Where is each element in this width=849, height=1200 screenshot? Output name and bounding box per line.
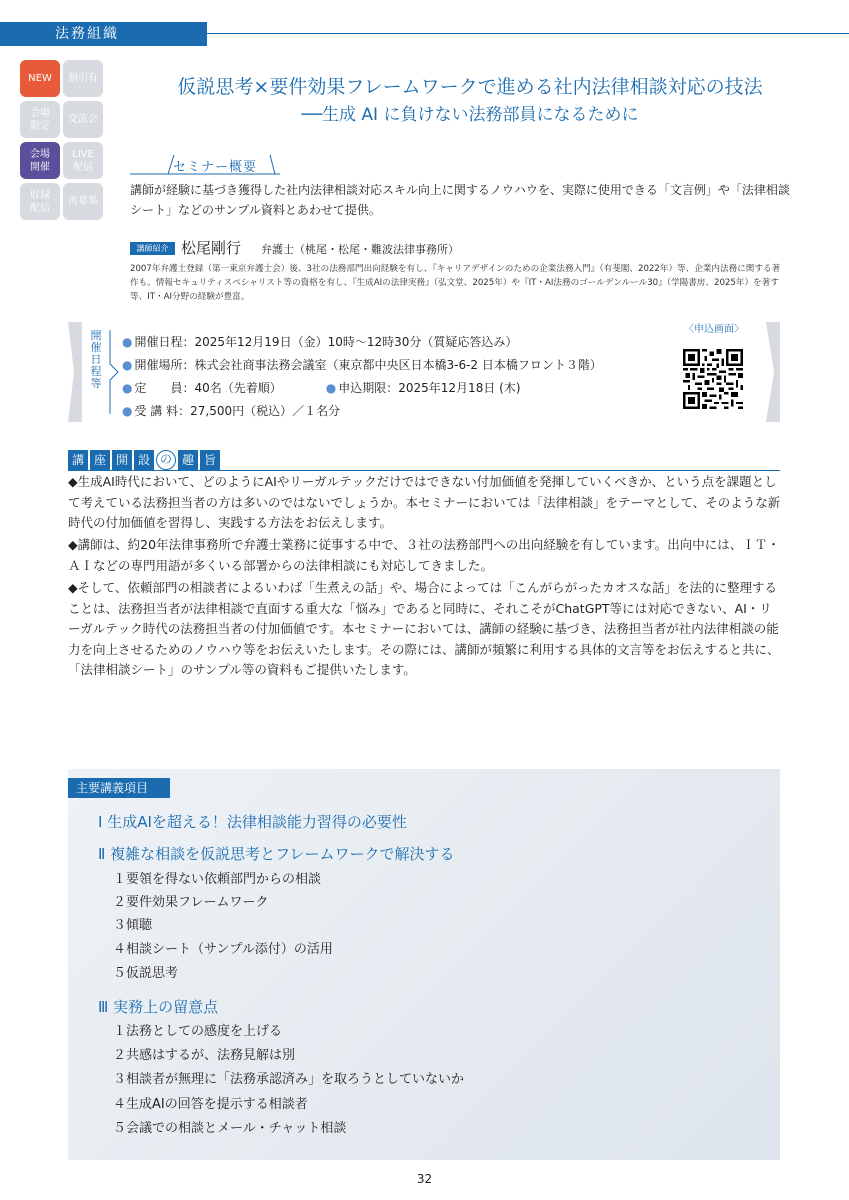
- seminar-subtitle: ──生成 AI に負けない法務部員になるために: [301, 105, 639, 125]
- schedule-venue: ● 開催場所：株式会社商事法務会議室（東京都中央区日本橋3-6-2 日本橋フロント３階）: [122, 358, 602, 372]
- topic-section-title: Ⅰ 生成AIを超える！法律相談能力習得の必要性: [98, 813, 407, 831]
- topic-item: ２要件効果フレームワーク: [113, 895, 269, 910]
- schedule-fee: ● 受 講 料：27,500円（税込）／１名分: [122, 404, 341, 418]
- instructor-badge: 講師紹介: [130, 242, 175, 255]
- page-number: 32: [416, 1172, 433, 1186]
- bullet-icon: ●: [325, 381, 337, 395]
- badge-recorded: 収録 配信: [20, 183, 60, 220]
- purpose-heading-char: 開: [112, 450, 132, 470]
- category-label: 法務組織: [55, 26, 119, 42]
- badge-venue-held: 会場 開催: [20, 142, 60, 179]
- badge-new: NEW: [20, 60, 60, 97]
- header-rule: [207, 33, 849, 34]
- purpose-paragraph: ◆講師は、約20年法律事務所で弁護士業務に従事する中で、３社の法務部門への出向経験を有しています。出向中には、ＩＴ・ＡＩなどの専門用語が多くいる部署からの法律相談にも対応してきました。: [68, 537, 780, 573]
- purpose-heading-char: 旨: [200, 450, 220, 470]
- purpose-heading: [68, 450, 220, 470]
- bullet-icon: ●: [122, 381, 133, 395]
- topic-item: １要領を得ない依頼部門からの相談: [113, 872, 322, 887]
- purpose-paragraph: ◆生成AI時代において、どのようにAIやリーガルテックだけではできない付加価値を発揮していくべきか、という点を課題として考えている法務担当者の方は多いのではないでしょうか。本セミナーにおいては「法律相談」をテーマとして、そのような新時代の付加価値を習得し、実践する方法をお伝えします。: [68, 474, 781, 530]
- purpose-heading-char: 座: [90, 450, 110, 470]
- badge-live: LIVE 配信: [63, 142, 103, 179]
- topic-item: ３傾聴: [113, 918, 153, 933]
- purpose-rule: [68, 470, 780, 471]
- purpose-heading-char: の: [156, 450, 176, 470]
- badge-networking: 交流会: [63, 101, 103, 138]
- badge-venue-only: 会場 限定: [20, 101, 60, 138]
- topic-item: １法務としての感度を上げる: [113, 1024, 283, 1039]
- bullet-icon: ●: [122, 335, 133, 349]
- schedule-label: 開催日程等: [90, 329, 102, 390]
- topic-item: ３相談者が無理に「法務承認済み」を取ろうとしていないか: [113, 1072, 465, 1087]
- topic-item: ４生成AIの回答を提示する相談者: [113, 1097, 308, 1112]
- topic-item: ５仮説思考: [113, 966, 179, 981]
- bullet-icon: ●: [122, 358, 133, 372]
- purpose-heading-char: 設: [134, 450, 154, 470]
- schedule-date: ● 開催日程：2025年12月19日（金）10時〜12時30分（質疑応答込み）: [122, 335, 518, 349]
- instructor-affiliation: 弁護士（桃尾・松尾・難波法律事務所）: [261, 243, 459, 256]
- topics-heading: 主要講義項目: [68, 778, 170, 798]
- instructor-bio: 2007年弁護士登録（第一東京弁護士会）後、3社の法務部門出向経験を有し、『キャリアデザインのための企業法務入門』（有斐閣、2022年）等、企業内法務に関する著作も。情報セキュリティスペシャリスト等の資格を有し、『生成AIの法律実務』（弘文堂、2025年）や『IT・AI法務のゴールデンルール30』（学陽書房、2025年）を著す等、IT・AI分野の経験が豊富。: [130, 264, 781, 302]
- seminar-title: 仮説思考×要件効果フレームワークで進める社内法律相談対応の技法: [177, 76, 763, 98]
- badge-discount: 割引有: [63, 60, 103, 97]
- overview-label: セミナー概要: [173, 160, 258, 175]
- topic-item: ２共感はするが、法務見解は別: [113, 1048, 296, 1063]
- qr-code-icon[interactable]: [683, 349, 743, 409]
- topic-section-title: Ⅲ 実務上の留意点: [98, 998, 219, 1016]
- topic-item: ５会議での相談とメール・チャット相談: [113, 1121, 347, 1136]
- purpose-heading-char: 講: [68, 450, 88, 470]
- topic-item: ４相談シート（サンプル添付）の活用: [113, 942, 333, 957]
- topic-section-title: Ⅱ 複雑な相談を仮説思考とフレームワークで解決する: [98, 845, 455, 863]
- purpose-paragraph: ◆そして、依頼部門の相談者によるいわば「生煮えの話」や、場合によっては「こんがらがったカオスな話」を法的に整理することは、法務担当者が法律相談で直面する重大な「悩み」であると同時に、それこそがChatGPT等には対応できない、AI・リーガルテック時代の法務担当者の付加価値です。本セミナーにおいては、講師の経験に基づき、法務担当者が社内法律相談の能力を向上させるためのノウハウ等をお伝えいたします。その際には、講師が頻繁に利用する具体的文言等をお伝えすると共に、「法律相談シート」のサンプル等の資料もご提供いたします。: [68, 580, 780, 677]
- overview-text: 講師が経験に基づき獲得した社内法律相談対応スキル向上に関するノウハウを、実際に使用できる「文言例」や「法律相談シート」などのサンプル資料とあわせて提供。: [130, 183, 790, 217]
- badge-rerecruit: 再募集: [63, 183, 103, 220]
- schedule-capacity: ● 定 員：40名（先着順） ● 申込期限：2025年12月18日 (木): [122, 381, 521, 395]
- purpose-heading-char: 趣: [178, 450, 198, 470]
- bullet-icon: ●: [122, 404, 133, 418]
- category-header: [0, 22, 207, 46]
- instructor-name: 松尾剛行: [181, 239, 242, 257]
- apply-screen-label: 〈申込画面〉: [684, 324, 744, 335]
